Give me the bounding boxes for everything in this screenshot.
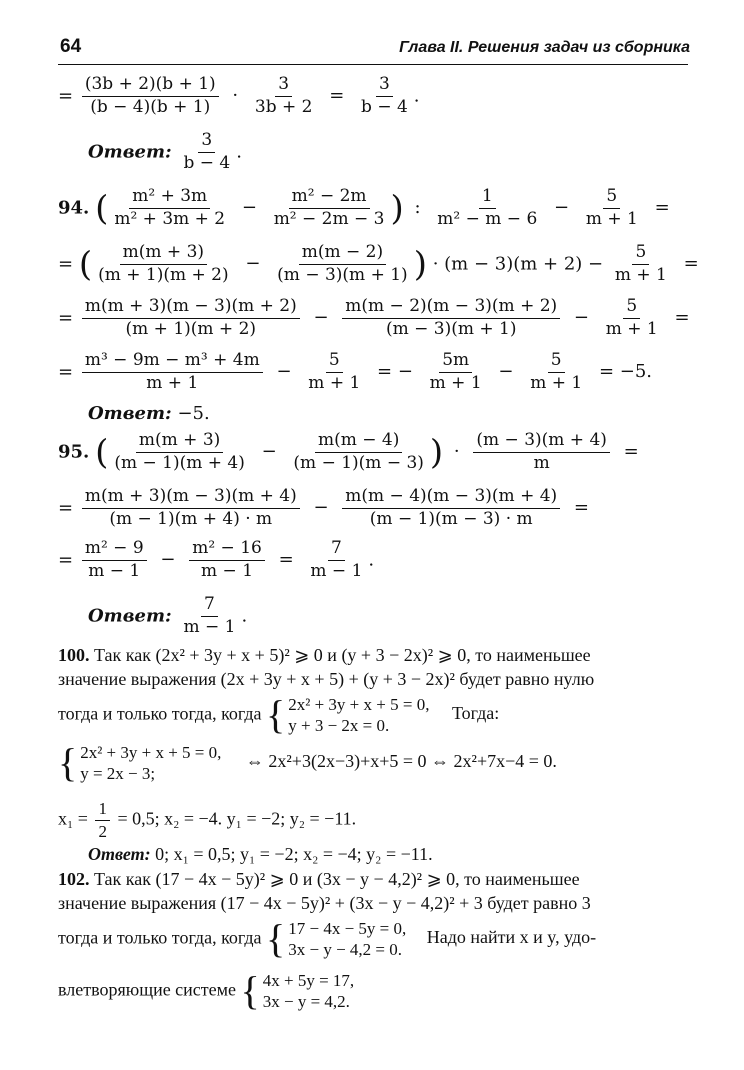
problem-number: 95.: [58, 441, 90, 463]
p100-line5: x₁ = $\frac{1}{2}$ = 0,5; x₂ = −4. y₁ = −2; y₂ = −11.: [58, 799, 357, 841]
p95-line1: 95. ( $\frac{m(m + 3)}{(m - 1)(m + 4)}$ − $\frac{m(m - 4)}{(m - 1)(m - 3)}$ ) · $\frac{(m - 3)(m + 4)}{m}$ =: [58, 430, 639, 473]
fraction: $\frac{3}{3b + 2}$: [254, 74, 313, 117]
p94-line2: = ( $\frac{m(m + 3)}{(m + 1)(m + 2)}$ − $\frac{m(m - 2)}{(m - 3)(m + 1)}$ ) · (m − 3)(m + 2) − $\frac{5}{m + 1}$ =: [58, 242, 699, 285]
p100-answer: Ответ: 0; x₁ = 0,5; y₁ = −2; x₂ = −4; y₂ = −11.: [88, 844, 433, 864]
fraction: $\frac{(m - 3)(m + 4)}{m}$: [473, 432, 610, 473]
equation-system: { 4x + 5y = 17, 3x − y = 4,2.: [240, 968, 355, 1014]
p94-answer: Ответ: −5.: [88, 403, 210, 424]
p102-line4: влетворяющие системе { 4x + 5y = 17, 3x − y = 4,2.: [58, 968, 355, 1014]
header-rule: [58, 64, 688, 65]
page-number: 64: [60, 36, 82, 57]
fraction: $\frac{3}{b - 4}$: [183, 130, 231, 173]
equation-system: { 2x² + 3y + x + 5 = 0, y = 2x − 3;: [58, 740, 222, 786]
p95-answer: Ответ: $\frac{7}{m - 1}$ .: [88, 594, 248, 637]
page-header: [58, 36, 690, 66]
problem-number: 102.: [58, 869, 90, 889]
fraction: $\frac{m(m + 3)}{(m - 1)(m + 4)}$: [114, 430, 245, 473]
fraction: $\frac{m(m + 3)(m - 3)(m + 4)}{(m - 1)(m + 4) \cdot m}$: [82, 488, 300, 529]
fraction: $\frac{m(m - 4)(m - 3)(m + 4)}{(m - 1)(m - 3) \cdot m}$: [342, 488, 560, 529]
fraction: $\frac{m(m - 2)(m - 3)(m + 2)}{(m - 3)(m + 1)}$: [342, 298, 560, 339]
fraction: $\frac{\text{m² + 3m}}{\text{m² + 3m + 2}}$: [114, 186, 226, 229]
p102-line2: значение выражения (17 − 4x − 5y)² + (3x − y − 4,2)² + 3 будет равно 3: [58, 893, 591, 913]
fraction: $\frac{m(m + 3)}{(m + 1)(m + 2)}$: [98, 242, 229, 285]
problem-number: 94.: [58, 197, 90, 219]
fraction: $\frac{m(m - 2)}{(m - 3)(m + 1)}$: [277, 242, 408, 285]
p95-line3: = $\frac{\text{m² − 9}}{m - 1}$ − $\frac{\text{m² − 16}}{m - 1}$ = $\frac{7}{m - 1}$ .: [58, 538, 375, 581]
fraction: $\frac{5}{m + 1}$: [614, 242, 667, 285]
p94-line1: 94. ( $\frac{\text{m² + 3m}}{\text{m² + 3m + 2}}$ − $\frac{\text{m² − 2m}}{\text{m² − 2m − 3}}$ ) : $\frac{1}{\text{m² − m − 6}}$ − $\frac{5}{m + 1}$ =: [58, 186, 670, 229]
p100-line4: { 2x² + 3y + x + 5 = 0, y = 2x − 3; ⇔ 2x²+3(2x−3)+x+5 = 0 ⇔ 2x²+7x−4 = 0.: [58, 740, 557, 786]
p100-line1: 100. Так как (2x² + 3y + x + 5)² ⩾ 0 и (y + 3 − 2x)² ⩾ 0, то наименьшее: [58, 645, 591, 665]
fraction: $\frac{\text{m² − 16}}{m - 1}$: [189, 540, 265, 581]
fraction: $\frac{\text{m² − 9}}{m - 1}$: [82, 540, 147, 581]
p102-line1: 102. Так как (17 − 4x − 5y)² ⩾ 0 и (3x − y − 4,2)² ⩾ 0, то наименьшее: [58, 869, 580, 889]
fraction: $\frac{m(m - 4)}{(m - 1)(m - 3)}$: [293, 430, 424, 473]
equation-system: { 17 − 4x − 5y = 0, 3x − y − 4,2 = 0.: [266, 916, 407, 962]
fraction: $\frac{7}{m - 1}$: [183, 594, 236, 637]
p95-line2: = $\frac{m(m + 3)(m - 3)(m + 4)}{(m - 1)(m + 4) \cdot m}$ − $\frac{m(m - 4)(m - 3)(m + 4)}{(m - 1)(m - 3) \cdot m}$ =: [58, 486, 589, 529]
fraction: $\frac{5}{m + 1}$: [308, 350, 361, 393]
p94-line3: = $\frac{m(m + 3)(m - 3)(m + 2)}{(m + 1)(m + 2)}$ − $\frac{m(m - 2)(m - 3)(m + 2)}{(m - 3)(m + 1)}$ − $\frac{5}{m + 1}$ =: [58, 296, 690, 339]
fraction: $\frac{3}{b - 4}$: [361, 74, 408, 117]
p102-line3: тогда и только тогда, когда { 17 − 4x − 5y = 0, 3x − y − 4,2 = 0. Надо найти x и y, удо-: [58, 916, 597, 962]
fraction: $\frac{\text{m³ − 9m − m³ + 4m}}{m + 1}$: [82, 352, 263, 393]
fraction: $\frac{5}{m + 1}$: [530, 350, 583, 393]
equation-system: { 2x² + 3y + x + 5 = 0, y + 3 − 2x = 0.: [266, 692, 430, 738]
chapter-title: Глава II. Решения задач из сборника: [399, 39, 690, 56]
fraction: $\frac{5}{m + 1}$: [605, 296, 658, 339]
fraction: $\frac{5}{m + 1}$: [585, 186, 638, 229]
fraction: $\frac{5m}{m + 1}$: [429, 350, 482, 393]
p100-line3: тогда и только тогда, когда { 2x² + 3y + x + 5 = 0, y + 3 − 2x = 0. Тогда:: [58, 692, 500, 738]
p93-line1: = $\frac{(3b + 2)(b + 1)}{(b - 4)(b + 1)}$ · $\frac{3}{3b + 2}$ = $\frac{3}{b - 4}$ .: [58, 74, 420, 117]
fraction: $\frac{\text{m² − 2m}}{\text{m² − 2m − 3}}$: [273, 186, 385, 229]
p93-answer: Ответ: $\frac{3}{b - 4}$ .: [88, 130, 242, 173]
p94-line4: = $\frac{\text{m³ − 9m − m³ + 4m}}{m + 1}$ − $\frac{5}{m + 1}$ = − $\frac{5m}{m + 1}$ − $\frac{5}{m + 1}$ = −5.: [58, 350, 653, 393]
p100-line2: значение выражения (2x + 3y + x + 5) + (y + 3 − 2x)² будет равно нулю: [58, 669, 595, 689]
fraction: $\frac{(3b + 2)(b + 1)}{(b - 4)(b + 1)}$: [82, 76, 219, 117]
fraction: $\frac{m(m + 3)(m - 3)(m + 2)}{(m + 1)(m + 2)}$: [82, 298, 300, 339]
fraction: $\frac{1}{2}$: [95, 800, 110, 841]
equals-sign: =: [58, 85, 74, 107]
fraction: $\frac{1}{\text{m² − m − 6}}$: [437, 186, 538, 229]
fraction: $\frac{7}{m - 1}$: [310, 538, 363, 581]
problem-number: 100.: [58, 645, 90, 665]
